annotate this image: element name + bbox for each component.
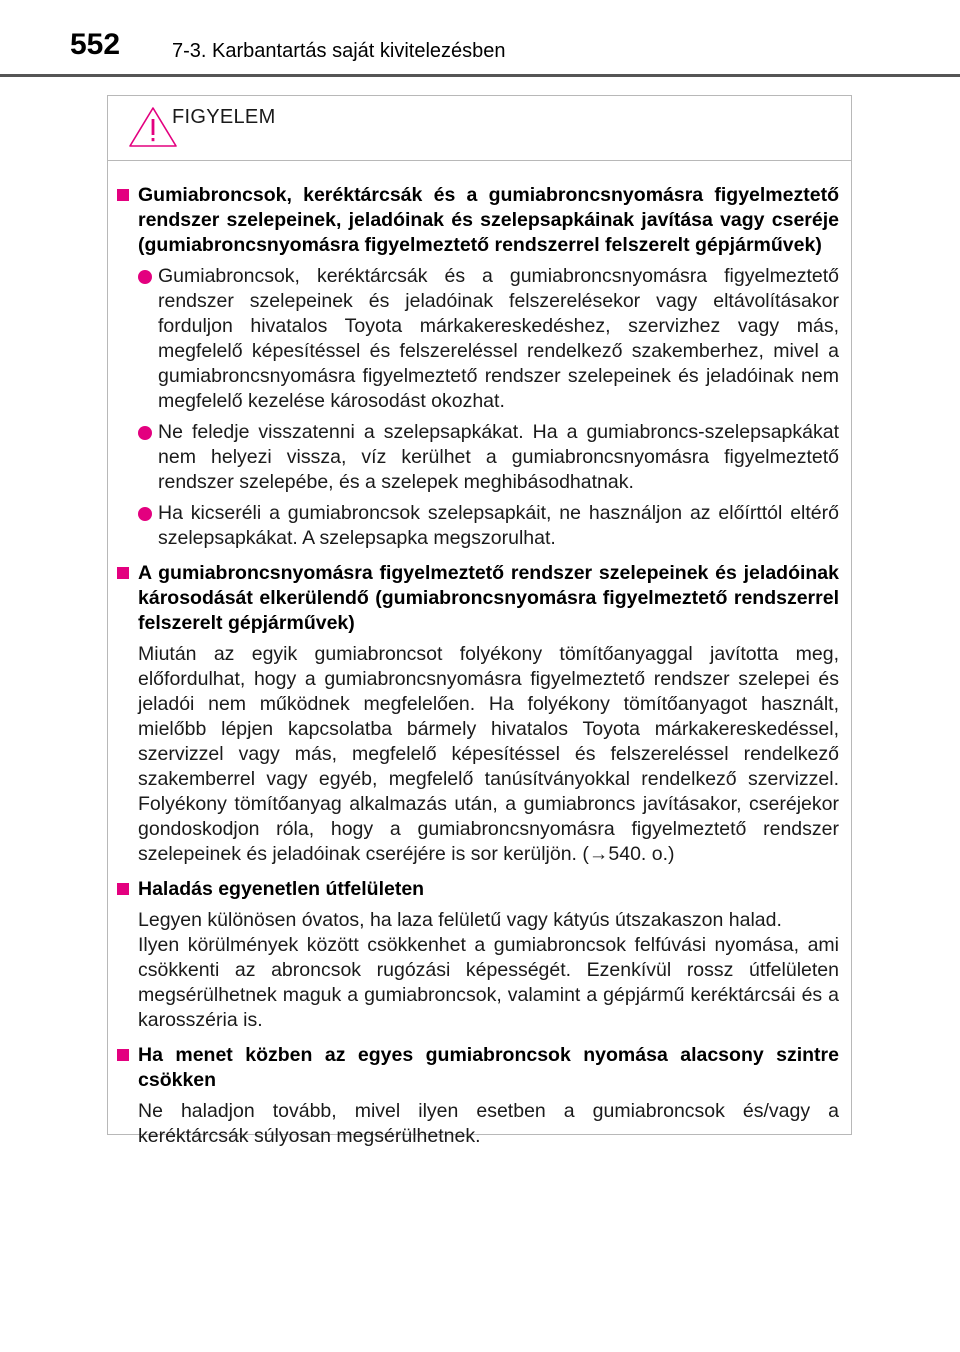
circle-bullet-icon <box>138 270 152 284</box>
circle-bullet-icon <box>138 426 152 440</box>
paragraph: Ilyen körülmények között csökkenhet a gumiabroncsok felfúvási nyomása, ami csökkenti az abroncsok rugózási képességét. Ezenkívül rossz útfelületen megsérülhetnek maguk a gumiabroncsok, valamint a gépjármű keréktárcsái és a karosszéria is. <box>138 934 839 1031</box>
square-bullet-icon <box>117 189 129 201</box>
page-number: 552 <box>70 28 121 61</box>
square-bullet-icon <box>117 567 129 579</box>
warning-section <box>115 877 839 1033</box>
bullet-text: Gumiabroncsok, keréktárcsák és a gumiabroncsnyomásra figyelmeztető rendszer szelepeinek és jeladóinak felszerelésekor vagy eltávolításakor forduljon hivatalos Toyota márkakereskedéshez, szervizhez vagy más, megfelelő képesítéssel és felszereléssel rendelkező szakemberhez, mivel a gumiabroncsnyomásra figyelmeztető rendszer szelepeinek és jeladóinak nem megfelelő kezelése károsodást okozhat. <box>158 265 839 412</box>
warning-header <box>108 96 851 161</box>
bullet-text: Ha kicseréli a gumiabroncsok szelepsapkáit, ne használjon az előírttól eltérő szelepsapkákat. A szelepsapka megszorulhat. <box>158 502 839 549</box>
warning-box <box>107 95 852 1147</box>
warning-section <box>115 1043 839 1149</box>
section-heading <box>115 1043 839 1093</box>
warning-title: FIGYELEM <box>172 106 276 128</box>
paragraph: Miután az egyik gumiabroncsot folyékony tömítőanyaggal javította meg, előfordulhat, hogy a gumiabroncsnyomásra figyelmeztető rendszer szelepei és jeladói nem működnek megfelelően. Ha folyékony tömítőanyagot használt, mielőbb lépjen kapcsolatba bármely hivatalos Toyota márkakereskedéssel, szervizzel vagy más, megfelelő képesítéssel és felszereléssel rendelkező szakemberrel vagy egyéb, megfelelő tanúsítványokkal rendelkező szervizzel. Folyékony tömítőanyag alkalmazás után, a gumiabroncs javításakor, cseréjekor gondoskodjon róla, hogy a gumiabroncsnyomásra figyelmeztető rendszer szelepeinek és jeladóinak cseréjére is sor kerüljön. (→540. o.) <box>138 643 839 865</box>
bullet-item <box>115 420 839 495</box>
section-heading <box>115 877 839 902</box>
paragraph: Legyen különösen óvatos, ha laza felületű vagy kátyús útszakaszon halad. <box>138 909 782 931</box>
warning-section <box>115 183 839 551</box>
section-heading-text: A gumiabroncsnyomásra figyelmeztető rendszer szelepeinek és jeladóinak károsodását elkerülendő (gumiabroncsnyomásra figyelmeztető rendszerrel felszerelt gépjárművek) <box>138 562 839 634</box>
section-heading-text: Ha menet közben az egyes gumiabroncsok nyomása alacsony szintre csökken <box>138 1044 839 1091</box>
section-heading <box>115 183 839 258</box>
bullet-text: Ne feledje visszatenni a szelepsapkákat. Ha a gumiabroncs-szelepsapkákat nem helyezi vissza, víz kerülhet a gumiabroncsnyomásra figyelmeztető rendszer szelepébe, és a szelepek meghibásodhatnak. <box>158 421 839 493</box>
square-bullet-icon <box>117 1049 129 1061</box>
bullet-item <box>115 501 839 551</box>
header-rule <box>0 74 960 77</box>
warning-triangle-icon <box>128 106 178 148</box>
circle-bullet-icon <box>138 507 152 521</box>
square-bullet-icon <box>117 883 129 895</box>
warning-section <box>115 561 839 867</box>
warning-content <box>108 161 851 1149</box>
paragraph: Ne haladjon tovább, mivel ilyen esetben a gumiabroncsok és/vagy a keréktárcsák súlyosan megsérülhetnek. <box>138 1100 839 1147</box>
section-title: 7-3. Karbantartás saját kivitelezésben <box>172 40 506 62</box>
page-header <box>0 0 960 80</box>
bullet-item <box>115 264 839 414</box>
section-heading-text: Haladás egyenetlen útfelületen <box>138 878 425 900</box>
section-heading <box>115 561 839 636</box>
section-heading-text: Gumiabroncsok, keréktárcsák és a gumiabroncsnyomásra figyelmeztető rendszer szelepeinek, jeladóinak és szelepsapkáinak javítása vagy cseréje (gumiabroncsnyomásra figyelmeztető rendszerrel felszerelt gépjárművek) <box>138 184 839 256</box>
